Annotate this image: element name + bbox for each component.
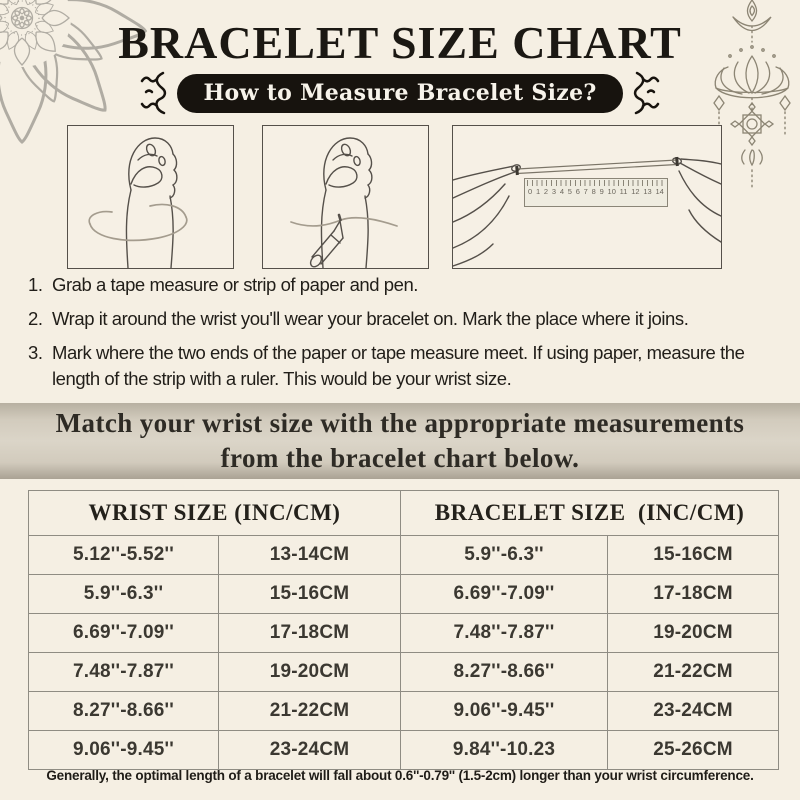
step-3 [28,340,784,392]
hand-mark-drawing [263,126,428,268]
hand-mark-illustration [262,125,429,269]
ruler-number: 13 [643,187,652,196]
table-cell: 13-14CM [219,536,401,575]
ruler-number: 10 [607,187,616,196]
ruler-number: 6 [575,187,580,196]
ruler-number: 1 [535,187,541,196]
ruler-number: 14 [655,187,664,196]
squiggle-right-icon [633,70,660,116]
ruler-number: 0 [528,187,533,196]
table-cell: 21-22CM [219,692,401,731]
table-cell: 21-22CM [608,653,779,692]
ruler-numbers [525,186,667,196]
table-row [29,575,779,614]
subtitle-banner: How to Measure Bracelet Size? [177,74,622,113]
bracelet-size-header: BRACELET SIZE (INC/CM) [401,491,779,536]
table-row [29,731,779,770]
table-cell: 6.69''-7.09'' [401,575,608,614]
step-text: Grab a tape measure or strip of paper and pen. [52,274,418,295]
ruler-number: 3 [551,187,557,196]
ruler-number: 9 [599,187,604,196]
subtitle-row [0,70,800,116]
wrist-size-header: WRIST SIZE (INC/CM) [29,491,401,536]
ruler-number: 8 [591,187,596,196]
table-cell: 6.69''-7.09'' [29,614,219,653]
squiggle-left-icon [140,70,167,116]
table-cell: 7.48''-7.87'' [29,653,219,692]
match-size-banner: Match your wrist size with the appropriate measurements from the bracelet chart below. [0,403,800,479]
table-cell: 9.84''-10.23 [401,731,608,770]
ruler-measure-illustration [452,125,722,269]
table-row [29,614,779,653]
ruler-number: 5 [567,187,572,196]
table-cell: 9.06''-9.45'' [401,692,608,731]
step-2 [28,306,784,332]
table-cell: 9.06''-9.45'' [29,731,219,770]
table-cell: 7.48''-7.87'' [401,614,608,653]
ruler-number: 2 [543,187,549,196]
table-cell: 17-18CM [219,614,401,653]
hand-wrap-drawing [68,126,233,268]
table-cell: 8.27''-8.66'' [29,692,219,731]
step-number: 1. [28,274,43,295]
table-cell: 8.27''-8.66'' [401,653,608,692]
table-cell: 5.12''-5.52'' [29,536,219,575]
ruler-number: 11 [619,187,628,196]
table-cell: 15-16CM [608,536,779,575]
ruler [524,178,668,207]
table-cell: 5.9''-6.3'' [401,536,608,575]
table-cell: 19-20CM [219,653,401,692]
table-row [29,536,779,575]
table-cell: 23-24CM [219,731,401,770]
step-number: 2. [28,308,43,329]
size-table [28,490,779,770]
step-1 [28,272,784,298]
hand-wrap-illustration [67,125,234,269]
step-text: Wrap it around the wrist you'll wear your bracelet on. Mark the place where it joins. [52,308,689,329]
size-table-body [29,536,779,770]
table-cell: 25-26CM [608,731,779,770]
footer-note: Generally, the optimal length of a bracelet will fall about 0.6''-0.79'' (1.5-2cm) longer than your wrist circumference. [46,768,754,783]
table-cell: 15-16CM [219,575,401,614]
table-cell: 19-20CM [608,614,779,653]
table-header-row [29,491,779,536]
step-text: Mark where the two ends of the paper or tape measure meet. If using paper, measure the length of the strip with a ruler. This would be your wrist size. [52,342,745,389]
table-row [29,692,779,731]
instruction-steps [28,272,784,400]
page-title: BRACELET SIZE CHART [118,17,682,68]
ruler-number: 7 [583,187,588,196]
ruler-number: 4 [559,187,564,196]
table-cell: 23-24CM [608,692,779,731]
table-row [29,653,779,692]
ruler-number: 12 [631,187,640,196]
table-cell: 5.9''-6.3'' [29,575,219,614]
step-number: 3. [28,342,43,363]
table-cell: 17-18CM [608,575,779,614]
